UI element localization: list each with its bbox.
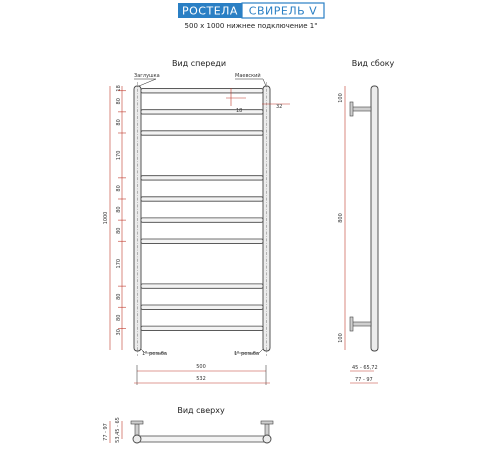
side-bracket-top-plate [350, 102, 353, 116]
spacing-8: 80 [116, 293, 122, 300]
side-bottom-dim: 100 [338, 333, 344, 343]
side-depth-small: 45 - 65,72 [352, 365, 378, 371]
side-bracket-bottom-plate [350, 317, 353, 331]
side-depth-large: 77 - 97 [355, 377, 373, 383]
top-dim-large: 77 - 97 [103, 423, 109, 441]
brand-name: РОСТЕЛА [182, 4, 238, 18]
rung-4 [141, 176, 263, 180]
rung-8 [141, 284, 263, 288]
total-height-value: 1000 [103, 211, 109, 225]
rung-9 [141, 305, 263, 309]
top-bracket-left-plate [131, 421, 143, 424]
side-pipe [371, 86, 378, 351]
top-pipe-right [263, 435, 271, 443]
width-outer-value: 532 [196, 376, 206, 382]
rung-5 [141, 197, 263, 201]
header [178, 3, 324, 30]
bottom-left-label: 1" резьба [142, 351, 168, 357]
subtitle: 500 х 1000 нижнее подключение 1" [184, 22, 318, 30]
rung-2 [141, 110, 263, 114]
spacing-10: 30 [116, 329, 122, 336]
side-bracket-top-arm [352, 107, 371, 111]
spacing-2: 80 [116, 119, 122, 126]
spacing-4: 80 [116, 185, 122, 192]
front-view [103, 59, 290, 385]
top-view-title: Вид сверху [177, 406, 225, 415]
spacing-7: 170 [116, 258, 122, 269]
rung-10 [141, 326, 263, 330]
rung-3 [141, 131, 263, 135]
bottom-right-label: 1" резьба [234, 351, 260, 357]
side-bracket-bottom-arm [352, 322, 371, 326]
rungs [141, 89, 263, 331]
rung-7 [141, 239, 263, 243]
side-view [338, 59, 395, 383]
small-h-value: 18 [236, 108, 243, 114]
front-view-title: Вид спереди [171, 59, 227, 68]
top-bracket-right-plate [261, 421, 273, 424]
top-pipe-left [133, 435, 141, 443]
spacing-5: 80 [116, 206, 122, 213]
spacing-9: 80 [116, 314, 122, 321]
top-dim-small: 53,45 - 65 [115, 417, 121, 443]
side-bracket-top [350, 102, 371, 116]
small-v-value: 32 [276, 104, 283, 110]
spacing-3: 170 [116, 150, 122, 161]
rung-1 [141, 89, 263, 93]
side-top-dim: 100 [338, 93, 344, 103]
plug-label: Заглушка [134, 73, 160, 79]
spacing-labels [116, 85, 126, 335]
spacing-top-offset: 18 [116, 85, 122, 92]
side-middle-dim: 800 [338, 213, 344, 223]
top-view [103, 406, 273, 443]
mayevsky-label: Маевский [235, 73, 261, 79]
spacing-1: 80 [116, 98, 122, 105]
spacing-6: 80 [116, 227, 122, 234]
product-name: СВИРЕЛЬ V [248, 4, 318, 18]
width-inner-value: 500 [196, 364, 206, 370]
top-view-bar [134, 436, 270, 442]
side-bracket-bottom [350, 317, 371, 331]
side-view-title: Вид сбоку [351, 59, 395, 68]
mayevsky-leader [235, 79, 266, 86]
rung-6 [141, 218, 263, 222]
